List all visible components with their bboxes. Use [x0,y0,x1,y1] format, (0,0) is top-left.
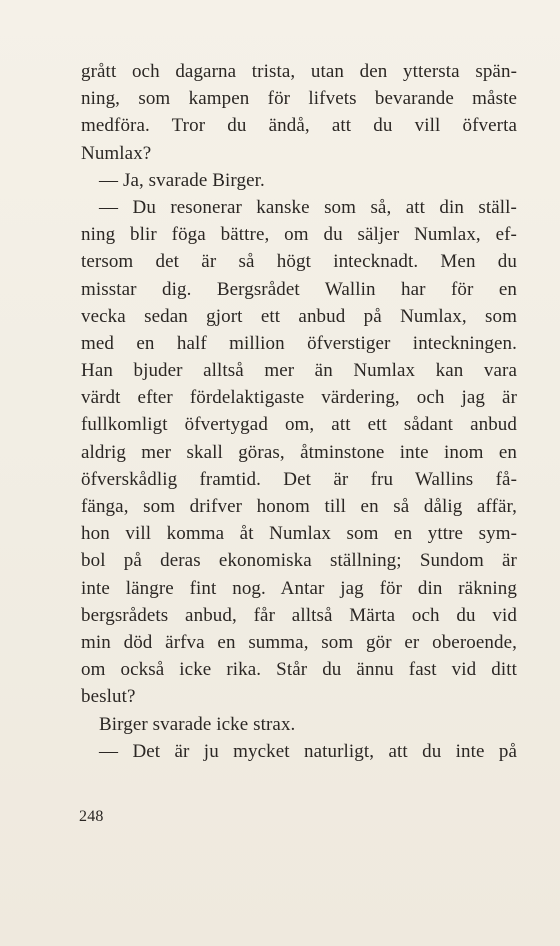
text-line: bergsrådets anbud, får alltså Märta och du vid [81,604,517,626]
dialogue-line: — Ja, svarade Birger. [99,169,265,191]
text-line: ning, som kampen för lifvets bevarande måste [81,88,517,110]
dialogue-line: — Det är ju mycket naturligt, att du inte på [99,740,517,762]
text-line: hon vill komma åt Numlax som en yttre sym- [81,523,517,545]
text-line: öfverskådlig framtid. Det är fru Wallins få- [81,468,517,490]
text-line: fänga, som drifver honom till en så dålig affär, [81,496,517,517]
text-line: om också icke rika. Står du ännu fast vid ditt [81,659,517,681]
text-line: aldrig mer skall göras, åtminstone inte inom en [81,441,517,463]
text-line: vecka sedan gjort ett anbud på Numlax, som [81,305,517,327]
body-text [81,58,517,765]
text-line: med en half million öfverstiger inteckningen. [81,332,517,354]
text-line: medföra. Tror du ändå, att du vill öfverta [81,115,517,137]
page-number: 248 [79,808,104,825]
text-line: misstar dig. Bergsrådet Wallin har för en [81,278,517,300]
text-line: grått och dagarna trista, utan den yttersta spän- [81,61,517,82]
text-line: beslut? [81,686,136,708]
dialogue-line: — Du resonerar kanske som så, att din ställ- [99,196,517,218]
text-line: inte längre fint nog. Antar jag för din räkning [81,577,517,599]
text-line: Birger svarade icke strax. [99,713,296,735]
text-line: min död ärfva en summa, som gör er oberoende, [81,631,517,653]
text-line: fullkomligt öfvertygad om, att ett sådant anbud [81,414,517,436]
text-line: Han bjuder alltså mer än Numlax kan vara [81,360,517,382]
text-line: tersom det är så högt intecknadt. Men du [81,251,517,273]
text-line: bol på deras ekonomiska ställning; Sundom är [81,550,517,572]
text-line: ning blir föga bättre, om du säljer Numlax, ef- [81,224,517,246]
text-line: Numlax? [81,142,152,164]
text-line: värdt efter fördelaktigaste värdering, och jag är [81,387,517,409]
